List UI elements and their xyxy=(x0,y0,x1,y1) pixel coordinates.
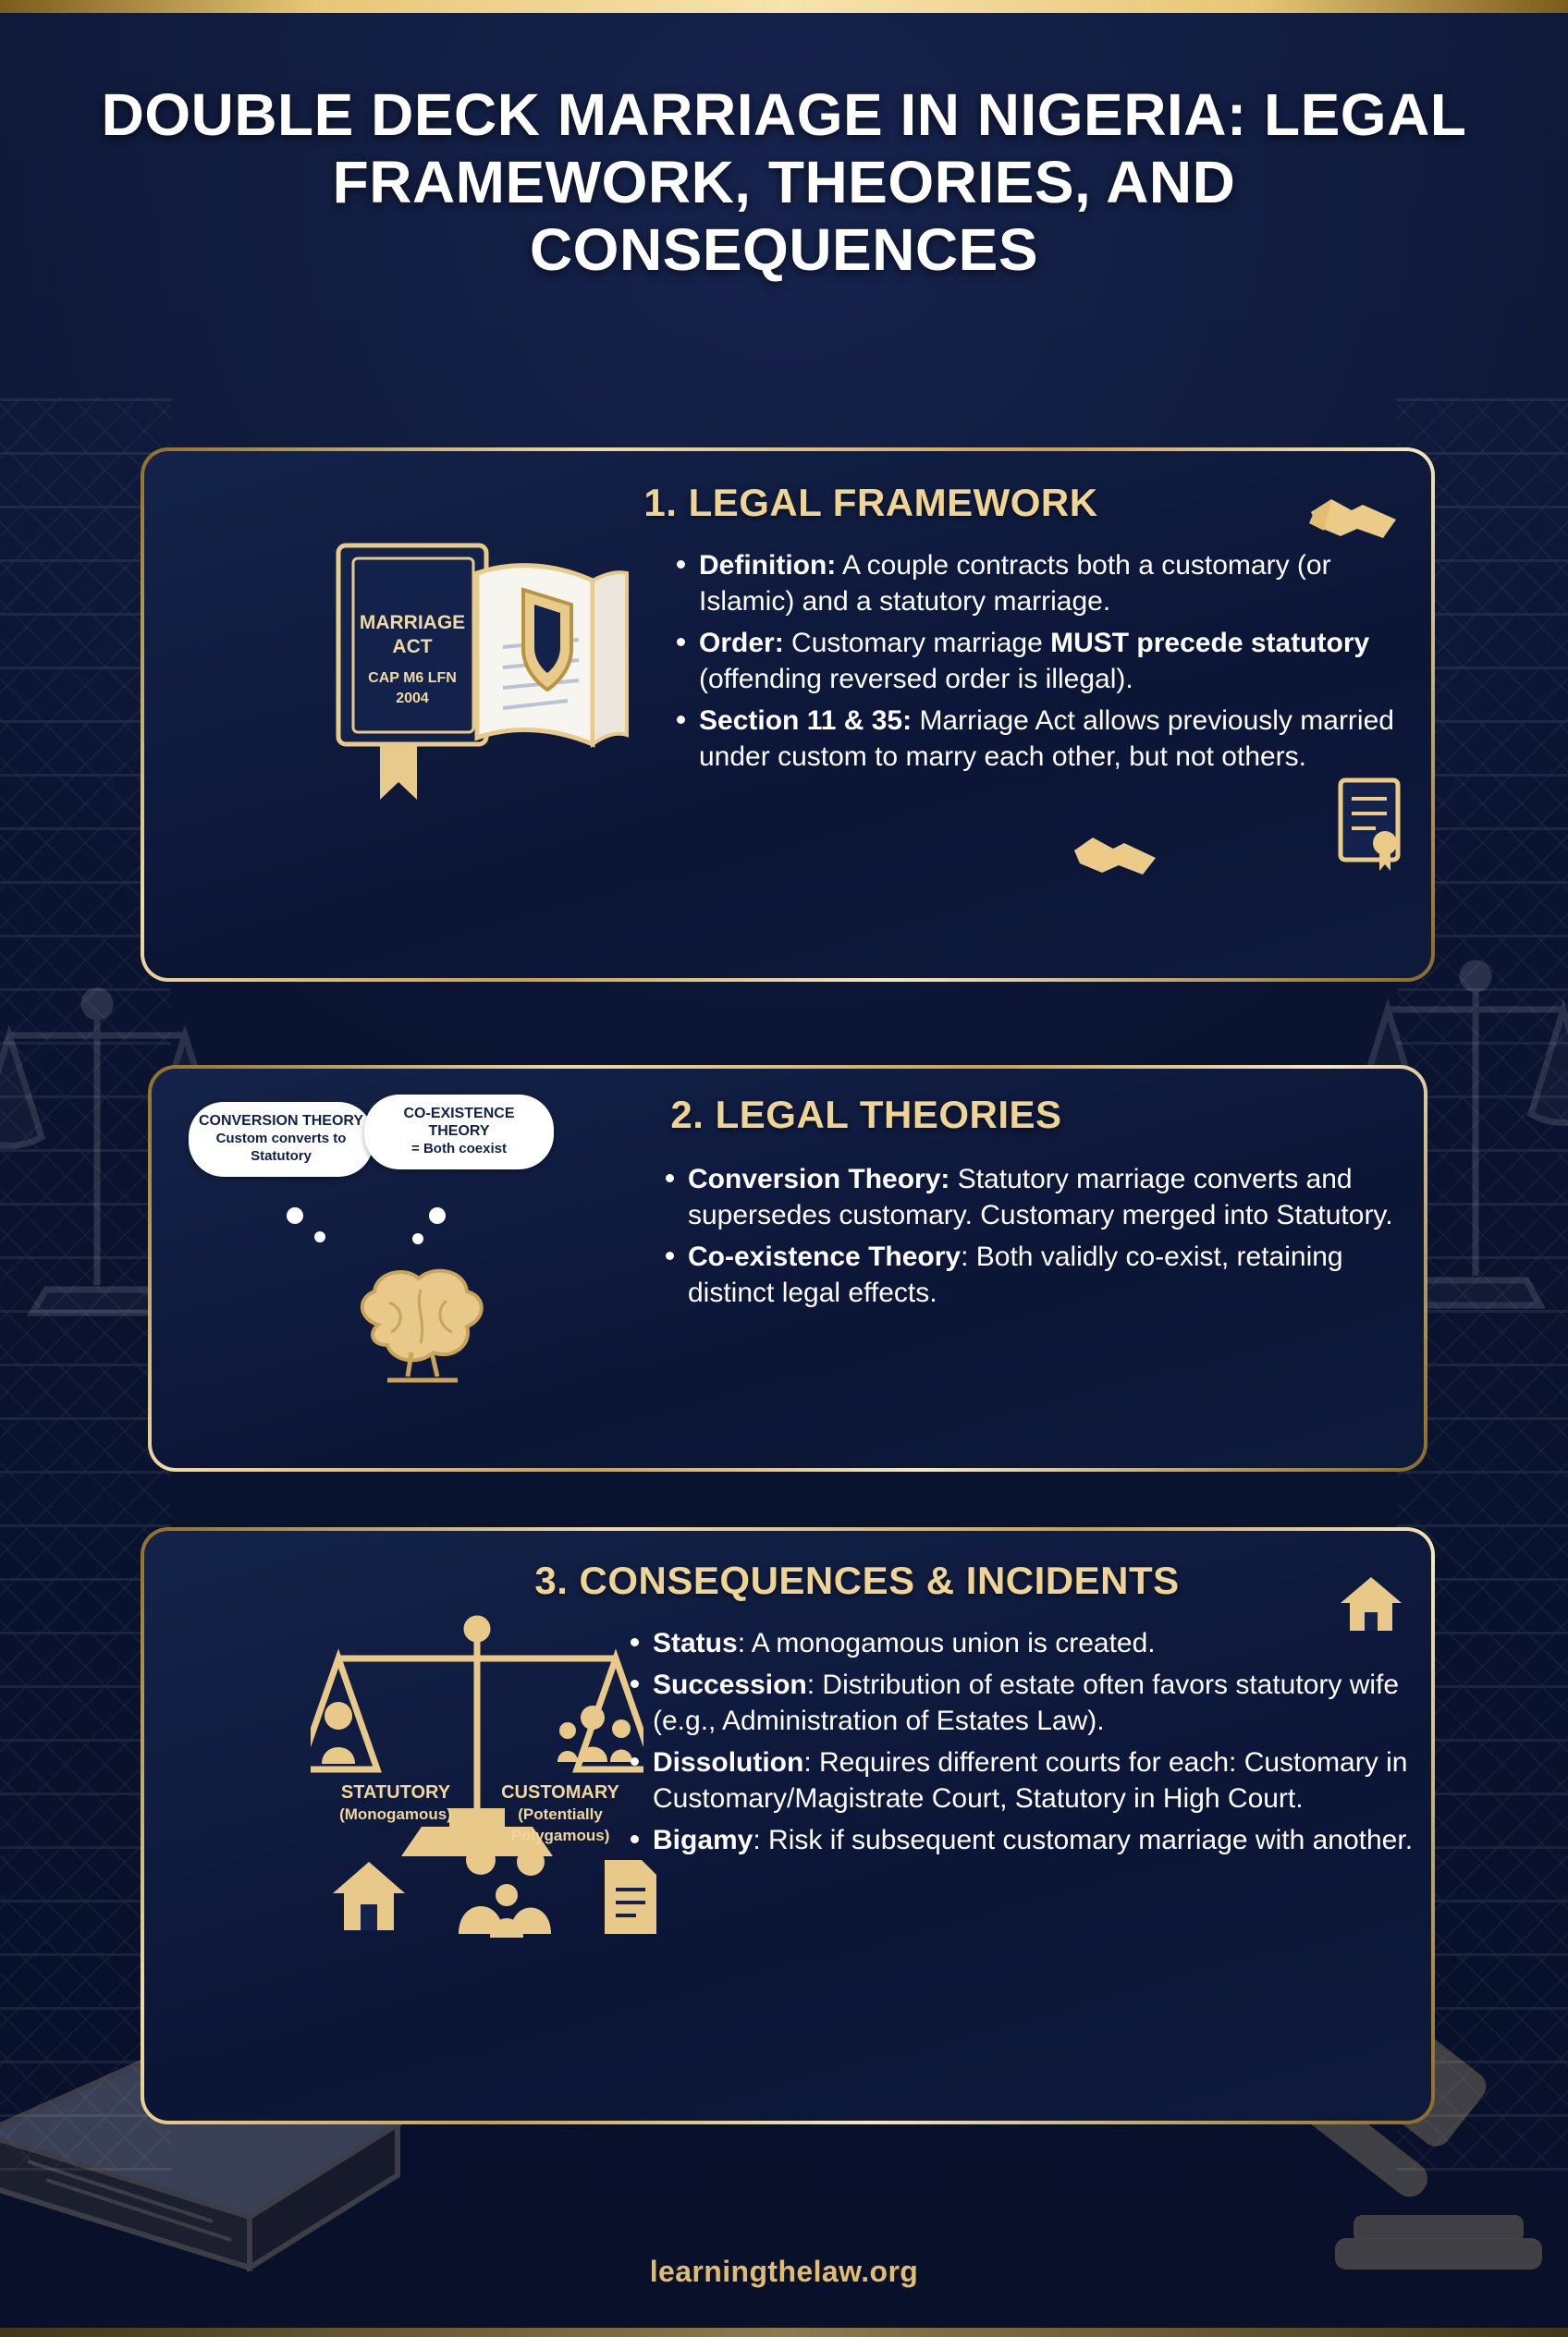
section-heading-2: 2. LEGAL THEORIES xyxy=(670,1093,1062,1136)
bubble-title: CONVERSION THEORY xyxy=(198,1113,364,1129)
bullet-text: : A monogamous union is created. xyxy=(737,1628,1156,1658)
bullet-label: Bigamy xyxy=(653,1825,753,1855)
list-item xyxy=(660,1239,1400,1311)
section-card-consequences xyxy=(141,1527,1435,2124)
bullet-label: Dissolution xyxy=(653,1747,804,1778)
bullet-text: Customary marriage MUST precede statutory (offending reversed order is illegal). xyxy=(699,628,1370,694)
bullet-emphasis: MUST precede statutory xyxy=(1050,628,1370,658)
bullet-text: : Both validly co-exist, retaining distinct legal effects. xyxy=(688,1242,1343,1308)
list-item xyxy=(660,1161,1400,1233)
bullet-label: Section 11 & 35: xyxy=(699,705,913,736)
section-heading-1: 1. LEGAL FRAMEWORK xyxy=(643,481,1098,524)
top-gold-bar xyxy=(0,0,1568,13)
bubble-dot xyxy=(287,1207,303,1224)
scale-label-customary xyxy=(477,1782,643,1846)
marriage-act-book-icon xyxy=(329,536,634,814)
list-item xyxy=(671,547,1402,619)
bubble-sub: Custom converts to Statutory xyxy=(215,1130,347,1164)
bubble-sub-text: Both coexist xyxy=(423,1140,507,1156)
house-icon xyxy=(329,1856,409,1936)
thought-bubble-conversion xyxy=(189,1102,374,1177)
bullet-label: Conversion Theory: xyxy=(688,1164,950,1194)
list-item xyxy=(671,625,1402,697)
bottom-gold-bar xyxy=(0,2328,1568,2337)
label-title: CUSTOMARY xyxy=(501,1782,619,1803)
list-item xyxy=(671,703,1402,775)
svg-text:MARRIAGE: MARRIAGE xyxy=(359,612,466,633)
family-icon xyxy=(449,1841,570,1943)
bubble-sub xyxy=(411,1141,507,1156)
label-title: STATUTORY xyxy=(340,1782,451,1803)
list-item xyxy=(625,1822,1429,1858)
bubble-dot xyxy=(314,1231,325,1242)
svg-text:2004: 2004 xyxy=(396,691,429,706)
label-sub: (Potentially Polygamous) xyxy=(510,1805,610,1844)
bullet-text: : Risk if subsequent customary marriage with another. xyxy=(753,1825,1414,1855)
bullet-label: Co-existence Theory xyxy=(688,1242,962,1272)
list-item xyxy=(625,1667,1429,1739)
page-title: DOUBLE DECK MARRIAGE IN NIGERIA: LEGAL FRAMEWORK, THEORIES, AND CONSEQUENCES xyxy=(101,81,1467,283)
bullet-label: Definition: xyxy=(699,550,837,581)
section-card-legal-framework xyxy=(141,447,1435,982)
bullet-list-3 xyxy=(625,1625,1429,1864)
document-icon xyxy=(597,1856,664,1938)
bullet-list-1 xyxy=(671,547,1402,780)
scale-label-statutory xyxy=(312,1782,479,1825)
bullet-text: : Distribution of estate often favors statutory wife (e.g., Administration of Estates Law). xyxy=(653,1670,1400,1736)
handshake-icon xyxy=(1304,479,1405,557)
bullet-text: : Requires different courts for each: Customary in Customary/Magistrate Court, Statutory in High Court. xyxy=(653,1747,1408,1814)
section-card-legal-theories xyxy=(148,1065,1427,1472)
list-item xyxy=(625,1625,1429,1661)
equals-symbol: = xyxy=(411,1140,420,1156)
bullet-label: Status xyxy=(653,1628,738,1658)
section-heading-3: 3. CONSEQUENCES & INCIDENTS xyxy=(534,1559,1180,1602)
bubble-dot xyxy=(429,1207,446,1224)
bullet-text: A couple contracts both a customary (or Islamic) and a statutory marriage. xyxy=(699,550,1331,617)
bullet-text: Statutory marriage converts and supersedes customary. Customary merged into Statutory. xyxy=(688,1164,1393,1230)
handshake-small-icon xyxy=(1069,821,1161,886)
certificate-icon xyxy=(1335,775,1407,876)
footer-website[interactable]: learningthelaw.org xyxy=(649,2255,919,2288)
bullet-label: Succession xyxy=(653,1670,807,1700)
bullet-text: Marriage Act allows previously married under custom to marry each other, but not others. xyxy=(699,705,1394,772)
bullet-label: Order: xyxy=(699,628,784,658)
thought-bubble-coexistence xyxy=(364,1095,554,1169)
list-item xyxy=(625,1744,1429,1817)
bullet-list-2 xyxy=(660,1161,1400,1316)
bubble-title: CO-EXISTENCE THEORY xyxy=(403,1106,515,1139)
label-sub: (Monogamous) xyxy=(339,1805,452,1823)
svg-text:CAP M6 LFN: CAP M6 LFN xyxy=(368,670,457,686)
bubble-dot xyxy=(412,1233,423,1244)
svg-text:ACT: ACT xyxy=(392,636,433,657)
